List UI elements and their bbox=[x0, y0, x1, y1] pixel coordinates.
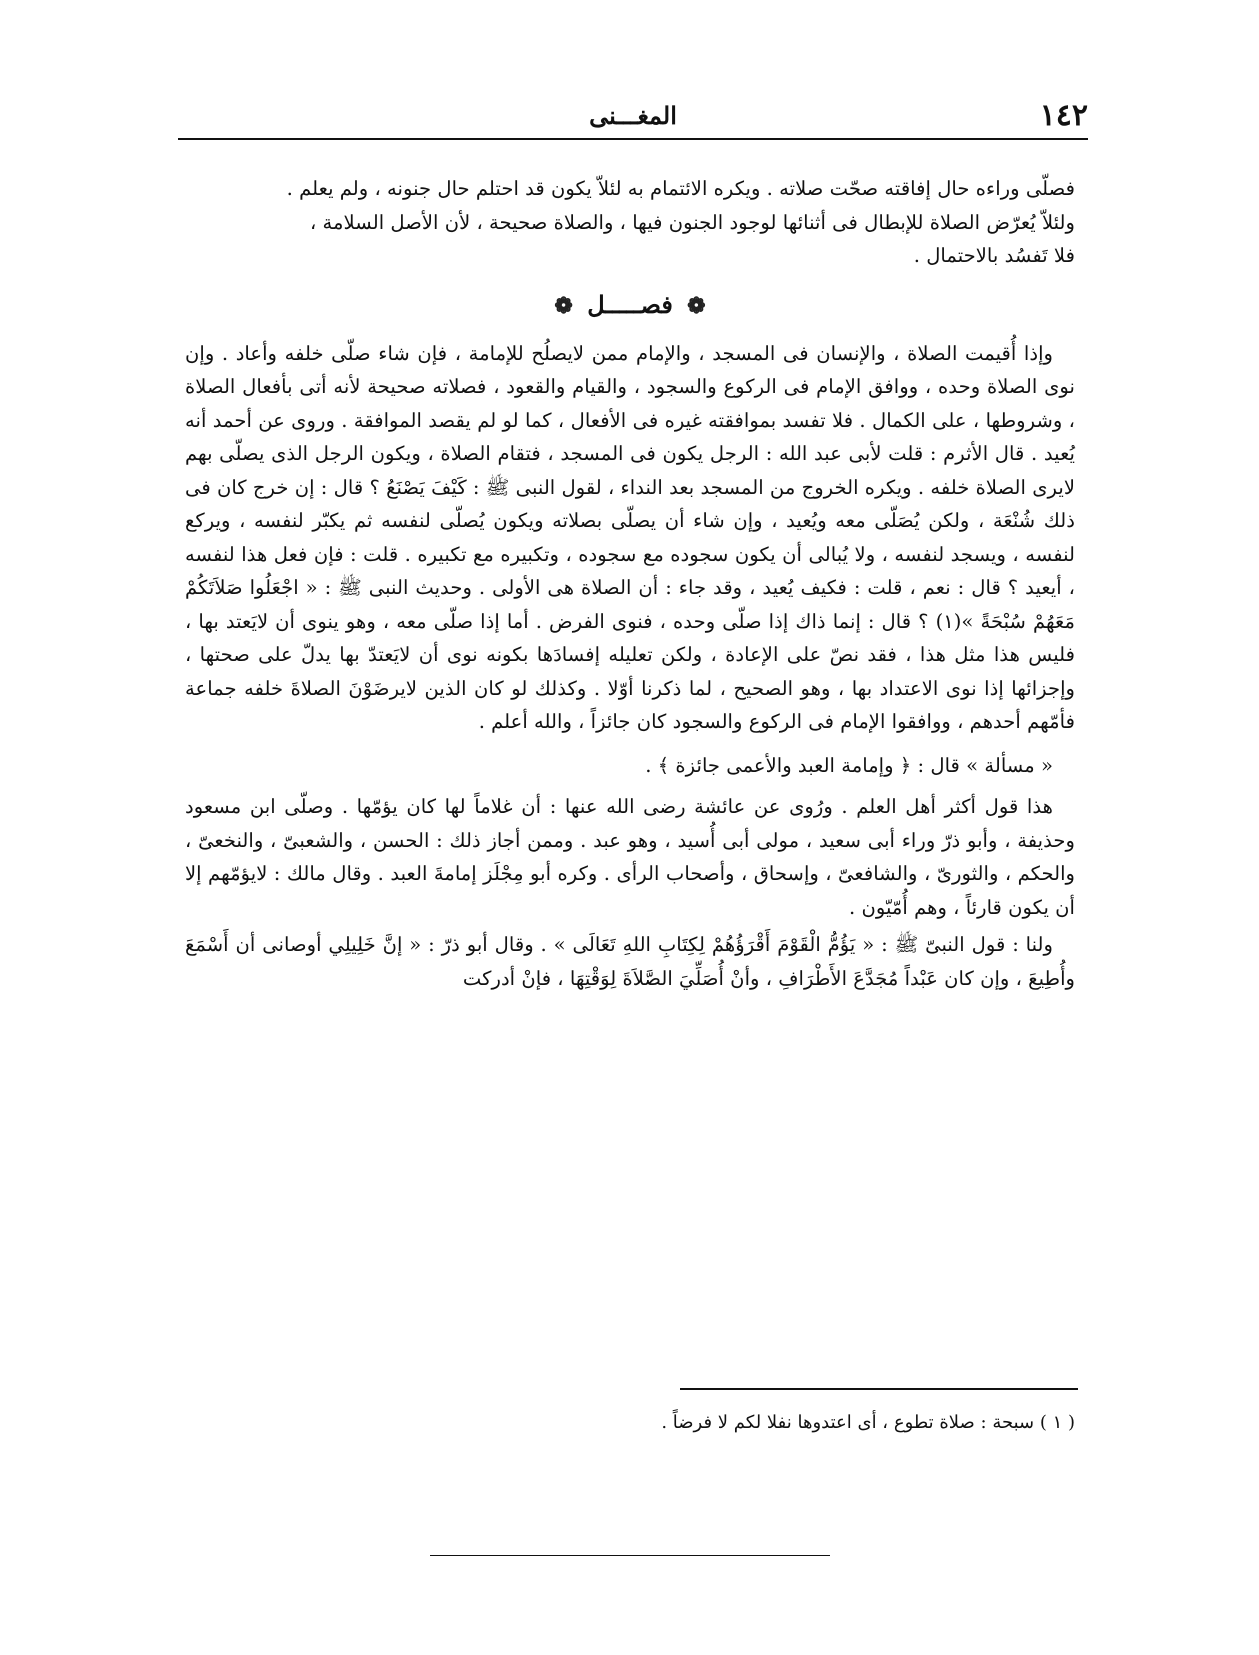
book-title: المغـــنى bbox=[589, 101, 677, 130]
opening-line-1: فصلّى وراءه حال إفاقته صحّت صلاته . ويكره الائتمام به لئلاّ يكون قد احتلم حال جنونه ، ولم يعلم . bbox=[286, 177, 1075, 200]
paragraph: وإذا أُقيمت الصلاة ، والإنسان فى المسجد ، والإمام ممن لايصلُح للإمامة ، فإن شاء صلّى خلفه وأعاد . وإن نوى الصلاة وحده ، ووافق الإمام فى الركوع والسجود ، والقيام والقعود ، فصلاته صحيحة لأنه أتى بأفعال الصلاة ، وشروطها ، على الكمال . فلا تفسد بموافقته غيره فى الأفعال ، كما لو لم يقصد الموافقة . وروى عن أحمد أنه يُعيد . قال الأثرم : قلت لأبى عبد الله : الرجل يكون فى المسجد ، فتقام الصلاة ، ويكون الرجل الذى يصلّى بهم لايرى الصلاة خلفه . ويكره الخروج من المسجد بعد النداء ، لقول النبى ﷺ : كَيْفَ يَصْنَعُ ؟ قال : إن خرج كان فى ذلك شُنْعَة ، ولكن يُصَلّى معه ويُعيد ، وإن شاء أن يصلّى بصلاته ويكون يُصلّى لنفسه ثم يكبّر لنفسه ، ويركع لنفسه ، ويسجد لنفسه ، ولا يُبالى أن يكون سجوده مع سجوده ، وتكبيره مع تكبيره . قلت : فإن فعل هذا لنفسه ، أيعيد ؟ قال : نعم ، قلت : فكيف يُعيد ، وقد جاء : أن الصلاة هى الأولى . وحديث النبى ﷺ : « اجْعَلُوا صَلاَتَكُمْ مَعَهُمْ سُبْحَةً »(١) ؟ قال : إنما ذاك إذا صلّى وحده ، فنوى الفرض . أما إذا صلّى معه ، وهو ينوى أن لايَعتد بها ، فليس هذا مثل هذا ، فقد نصّ على الإعادة ، ولكن تعليله إفسادَها بكونه نوى أن لايَعتدّ بها يدلّ على صحتها ، وإجزائها إذا نوى الاعتداد بها ، وهو الصحيح ، لما ذكرنا أوّلا . وكذلك لو كان الذين لايرضَوْنَ الصلاةَ خلفه جماعة فأمّهم أحدهم ، ووافقوا الإمام فى الركوع والسجود كان جائزاً ، والله أعلم . bbox=[185, 341, 1075, 733]
section-heading bbox=[185, 273, 1075, 337]
ornament-left-icon: ❁ bbox=[554, 292, 573, 319]
page-header bbox=[178, 96, 1088, 140]
ornament-right-icon: ❁ bbox=[687, 292, 706, 319]
section-heading-label: فصـــــل bbox=[587, 289, 673, 319]
issue-statement: « مسألة » قال : ﴿ وإمامة العبد والأعمى جائزة ﴾ . bbox=[645, 753, 1053, 777]
bottom-divider bbox=[430, 1555, 830, 1556]
opening-line-2: ولئلاّ يُعرّض الصلاة للإبطال فى أثنائها لوجود الجنون فيها ، والصلاة صحيحة ، لأن الأصل السلامة ، bbox=[310, 210, 1075, 234]
paragraph: ولنا : قول النبىّ ﷺ : « يَؤُمُّ الْقَوْمَ أَقْرَؤُهُمْ لِكِتَابِ اللهِ تَعَالَى » . وقال أبو ذرّ : « إنَّ خَلِيلِي أوصانى أن أَسْمَعَ وأُطِيعَ ، وإن كان عَبْداً مُجَدَّعَ الأَطْرَافِ ، وأنْ أُصَلِّيَ الصَّلاَةَ لِوَقْتِهَا ، فإنْ أدركت bbox=[185, 933, 1075, 990]
body-text bbox=[185, 172, 1075, 995]
opening-line-3: فلا تَفسُد بالاحتمال . bbox=[913, 244, 1075, 267]
page-number: ١٤٢ bbox=[1039, 98, 1088, 133]
paragraph: هذا قول أكثر أهل العلم . ورُوى عن عائشة رضى الله عنها : أن غلاماً لها كان يؤمّها . وصلّى ابن مسعود وحذيفة ، وأبو ذرّ وراء أبى سعيد ، مولى أبى أُسيد ، وهو عبد . وممن أجاز ذلك : الحسن ، والشعبىّ ، والنخعىّ ، والحكم ، والثورىّ ، والشافعىّ ، وإسحاق ، وأصحاب الرأى . وكره أبو مِجْلَز إمامةَ العبد . وقال مالك : لايؤمّهم إلا أن يكون قارئاً ، وهم أُمّيّون . bbox=[185, 795, 1075, 919]
footnote-divider bbox=[680, 1388, 1078, 1390]
footnote: ( ١ ) سبحة : صلاة تطوع ، أى اعتدوها نفلا لكم لا فرضاً . bbox=[661, 1412, 1075, 1433]
